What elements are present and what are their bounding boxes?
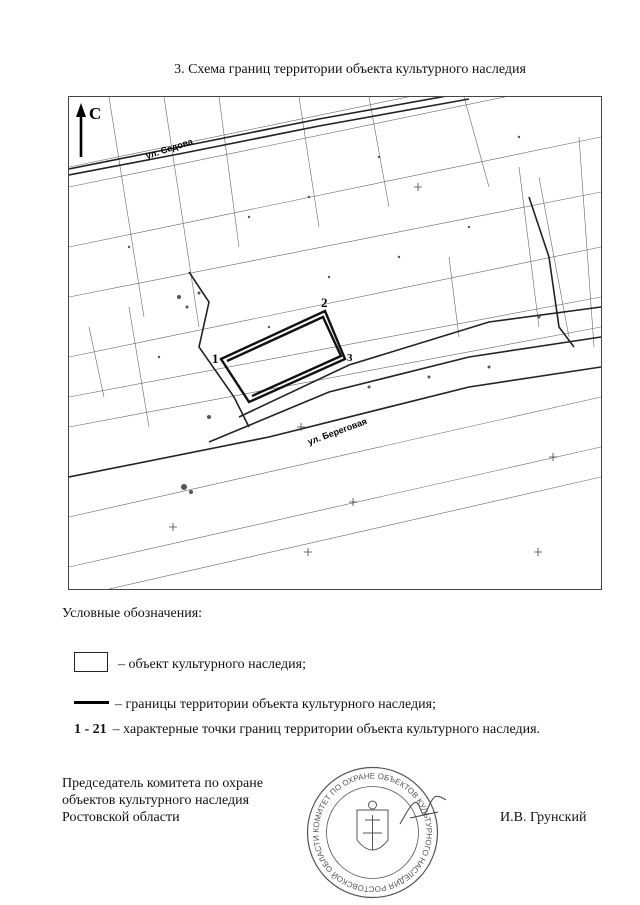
seal-ring-text: КОМИТЕТ ПО ОХРАНЕ ОБЪЕКТОВ КУЛЬТУРНОГО НАСЛЕДИЯ РОСТОВСКОЙ ОБЛАСТИ	[311, 771, 434, 894]
position-line-1: Председатель комитета по охране	[62, 776, 263, 791]
north-arrow-icon	[76, 103, 86, 157]
object-symbol-icon	[74, 652, 108, 672]
position-line-3: Ростовской области	[62, 810, 180, 825]
boundary-point-3: 3	[347, 352, 353, 364]
legend-points-text: – характерные точки границ территории объекта культурного наследия.	[112, 722, 541, 737]
street-label-top: ул. Седова	[144, 136, 194, 161]
street-label-bottom: ул. Береговая	[306, 416, 369, 447]
legend-title: Условные обозначения:	[62, 606, 203, 621]
boundary-point-2: 2	[321, 295, 328, 310]
north-label: С	[89, 104, 102, 123]
legend-item-boundary	[74, 697, 436, 713]
points-range-symbol: 1 - 21	[74, 722, 107, 737]
signatory-position	[62, 775, 263, 826]
site-plan-map	[68, 96, 602, 590]
document-title: 3. Схема границ территории объекта культурного наследия	[174, 62, 526, 77]
signatory-name: И.В. Грунский	[500, 810, 587, 825]
boundary-point-1: 1	[212, 351, 219, 366]
map-detail-marks	[128, 136, 541, 494]
legend-boundary-text: – границы территории объекта культурного наследия;	[115, 697, 436, 712]
site-plan-drawing	[69, 97, 601, 589]
legend-item-points	[74, 722, 540, 738]
legend-object-text: – объект культурного наследия;	[118, 657, 306, 672]
legend-item-object	[74, 652, 306, 673]
boundary-line-icon	[74, 701, 109, 704]
handwritten-signature	[398, 790, 448, 830]
official-seal-stamp	[305, 765, 440, 900]
coat-of-arms-icon	[357, 801, 388, 850]
position-line-2: объектов культурного наследия	[62, 793, 250, 808]
